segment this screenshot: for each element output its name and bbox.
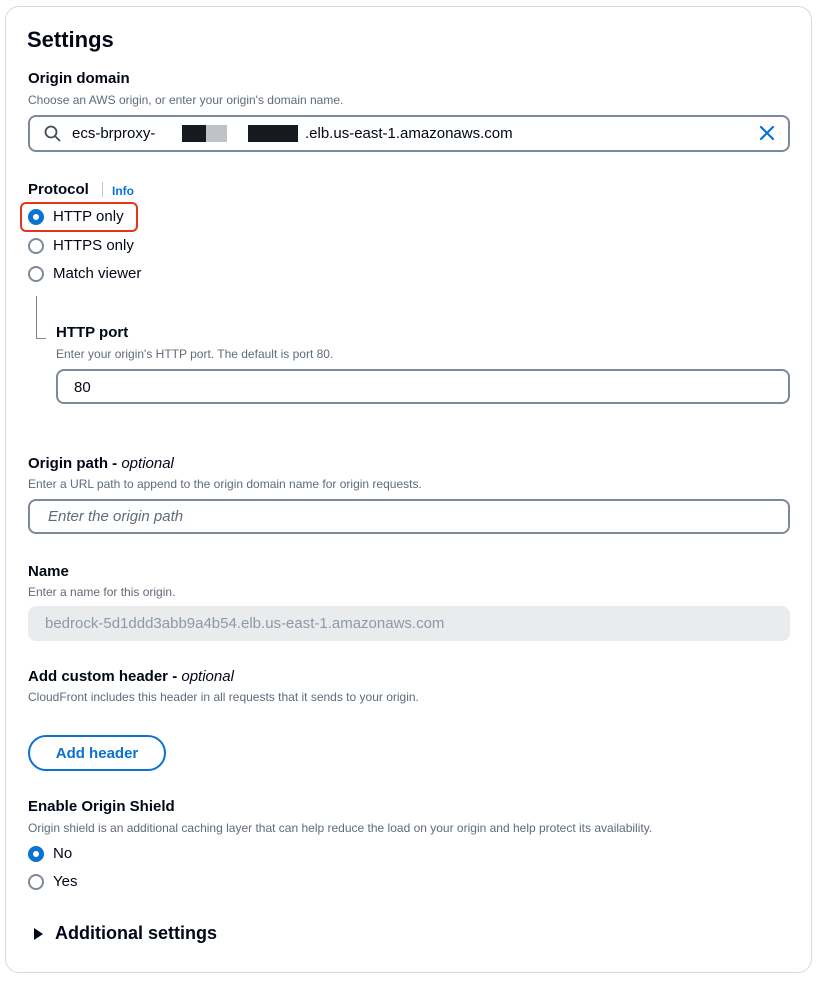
protocol-label: Protocol xyxy=(28,181,89,198)
protocol-info-link[interactable]: Info xyxy=(112,184,134,198)
clear-icon[interactable] xyxy=(759,125,775,145)
origin-domain-value-prefix: ecs-brproxy- xyxy=(72,125,156,142)
protocol-option-https-only[interactable] xyxy=(28,237,134,254)
origin-path-label: Origin path - optional xyxy=(28,455,174,472)
origin-shield-option-no[interactable] xyxy=(28,845,72,862)
custom-header-label: Add custom header - optional xyxy=(28,668,234,685)
origin-path-description: Enter a URL path to append to the origin domain name for origin requests. xyxy=(28,477,422,491)
origin-shield-option-label: No xyxy=(53,845,73,862)
name-input xyxy=(28,606,790,641)
name-description: Enter a name for this origin. xyxy=(28,585,176,599)
origin-path-field[interactable] xyxy=(46,507,788,526)
additional-settings-label: Additional settings xyxy=(55,923,217,943)
add-header-button[interactable]: Add header xyxy=(28,735,166,771)
origin-shield-option-yes[interactable] xyxy=(28,873,77,890)
radio-icon xyxy=(28,238,44,254)
caret-right-icon xyxy=(34,928,43,940)
page-title: Settings xyxy=(27,27,114,52)
radio-checked-icon xyxy=(28,846,44,862)
origin-shield-option-label: Yes xyxy=(53,873,78,890)
search-icon xyxy=(44,125,61,146)
redaction-block xyxy=(206,125,227,142)
protocol-option-http-only[interactable] xyxy=(28,208,124,225)
origin-shield-label: Enable Origin Shield xyxy=(28,798,175,815)
additional-settings-toggle[interactable] xyxy=(34,923,217,944)
custom-header-description: CloudFront includes this header in all requests that it sends to your origin. xyxy=(28,690,419,704)
protocol-option-label: HTTPS only xyxy=(53,237,134,254)
name-value: bedrock-5d1ddd3abb9a4b54.elb.us-east-1.amazonaws.com xyxy=(45,615,445,632)
origin-domain-value-suffix: .elb.us-east-1.amazonaws.com xyxy=(305,125,513,142)
redaction-block xyxy=(248,125,298,142)
origin-domain-input[interactable] xyxy=(28,115,790,152)
label-divider xyxy=(102,182,103,197)
origin-domain-description: Choose an AWS origin, or enter your origin's domain name. xyxy=(28,93,344,107)
protocol-option-label: Match viewer xyxy=(53,265,142,282)
redaction-block xyxy=(182,125,206,142)
protocol-option-match-viewer[interactable] xyxy=(28,265,141,282)
radio-checked-icon xyxy=(28,209,44,225)
tree-connector xyxy=(36,296,46,339)
http-port-value: 80 xyxy=(74,379,91,396)
http-port-label: HTTP port xyxy=(56,324,129,341)
http-port-description: Enter your origin's HTTP port. The default is port 80. xyxy=(56,347,334,361)
name-label: Name xyxy=(28,563,69,580)
radio-icon xyxy=(28,874,44,890)
origin-shield-description: Origin shield is an additional caching layer that can help reduce the load on your origin and help protect its availability. xyxy=(28,821,653,835)
origin-domain-label: Origin domain xyxy=(28,70,130,87)
protocol-option-label: HTTP only xyxy=(53,208,124,225)
radio-icon xyxy=(28,266,44,282)
origin-path-input[interactable] xyxy=(28,499,790,534)
http-port-input[interactable] xyxy=(56,369,790,404)
